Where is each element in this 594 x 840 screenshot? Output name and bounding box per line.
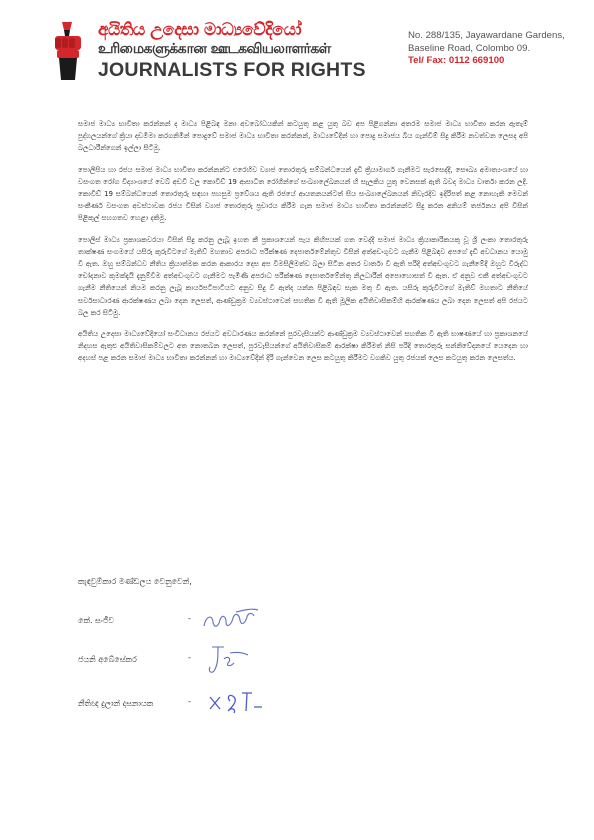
organization-name-block xyxy=(98,20,366,82)
signature-image xyxy=(196,637,296,677)
tel-fax: Tel/ Fax: 0112 669100 xyxy=(408,55,505,66)
signatory-row xyxy=(78,612,338,632)
signature-image xyxy=(196,598,296,638)
signatory-name: නීතිඥ දුලාන් දසනායක xyxy=(78,699,154,708)
signatory-dash: - xyxy=(188,614,191,623)
signatory-row xyxy=(78,695,338,715)
org-name-sinhala: අයිතිය උදෙසා මාධ්‍යවේදියෝ xyxy=(98,20,302,40)
paragraph: සමාජ මාධ්‍ය භාවිතා කරන්නන් ද මාධ්‍ය පිළිබඳ මනා අවබෝධයකින් කටයුතු කළ යුතු බව අප පිළිගන්නා අතරම සමාජ මාධ්‍ය භාවිතා කරන ඇතැම් පුද්ගලයන්ගේ ක්‍රියා දඩමීමා කරගනිමින් පොදුවේ සමාජ මාධ්‍ය භාවිතා කරන්නන්, මාධ්‍යවේදීන් හා පොදු සමාජය බිය ගැන්වීම් සිදු කිරීම නවත්වන ලෙසද අපි බලධාරීන්ගෙන් ඉල්ලා සිටිමු. xyxy=(78,119,528,153)
paragraph: පොලිසිය හා රජය සමාජ මාධ්‍ය භාවිතා කරන්නන්ට එරෙහිව ව්‍යාජ තොරතුරු සම්බන්ධයෙන් දැඩි ක්‍රියාමාර්ග ගැනීමට සැරසෙද්දී, සෞඛ්‍ය අමාත්‍යංශයේ හා වසංගත රෝග විද්‍යාංශයේ වෙබ් අඩවි වල කොවිඩ් 19 ආසාධිත රෝගීන්ගේ සංඛ්‍යාලේඛනයන් හි සැලකිය යුතු වෙනසක් ඇති බවද මාධ්‍ය වාර්තා කරන ලදී. කොවිඩ් 19 සම්බන්ධයෙන් තොරතුරු සඳහා පහසුම ප්‍රවේශය ඇති රජයේ ආයතනයන්ටත් සිය සංඛ්‍යාලේඛනයන් නිවැරදිව ඉදිරිපත් කළ නොහැකි මෙවන් සංකීර්ණ වසංගත අවස්ථාවක රජය විසින් ව්‍යාජ තොරතුරු ප්‍රචාරය කිරීම ගැන සමාජ මාධ්‍ය භාවිතා කරන්නන්ට සිදු කරන අනියම් තර්ජනය අපි විසින් පිළිකුල් සහගතව හෙළා දකිමු. xyxy=(78,164,528,223)
paragraph: පොලිස් මාධ්‍ය ප්‍රකාශකවරයා විසින් සිදු කරනු ලැබූ ඉහත කී ප්‍රකාශයෙන් පැය කිහිපයක් ගත වෙද්දී සමාජ මාධ්‍ය ක්‍රියාකාරිකයකු වූ ශ්‍රී ලංකා තොරතුරු තාක්ෂණ සංගමයේ යසිරු කුරුවිටගේ මැතිව් මහතාව අපරාධ පරීක්ෂණ දෙපාර්තමේන්තුව විසින් අත්අඩංගුවට ගැනීම පිළිබඳව අපගේ දැඩි අවධානය යොමු වී ඇත. ඔහු සම්බන්ධව නීතිය ක්‍රියාත්මක කරන ආකාරය දෙස අප විමසිලිමත්ව බලා සිටින අතර වාර්තා වී ඇති පරිදි අත්අඩංගුවට ගැනීමේදී ඔහුට විරුද්ධ චෝදනාව කුමක්දැයි දැනුම්වීම අත්අඩංගුවට ගැනීමට පැමිණි අපරාධ පරීක්ෂණ දෙපාර්තමේන්තු නිලධාරීන් අපොහොසත් වී ඇත. ඒ අනුව එකී අත්අඩංගුවට ගැනීම නීතියෙන් නියම කරනු ලැබූ කාර්යපටිපාටියට අනුව සිදු වී ඇත්ද යන්න පිළිබඳව සැක මතු වී ඇත. යසිරු කුරුවිටගේ මැතිව් මහතාට නීතියේ සර්වසාධාරණ ආරක්ෂණය ලබා දෙන ලෙසත්, ආණ්ඩුක්‍රම ව්‍යවස්ථාවෙන් සහතික වී ඇති මූලික අයිතිවාසිකම්හි ආරක්ෂණය ලබා දෙන ලෙසත් අපි රජයට බල කර සිටිමු. xyxy=(78,234,528,317)
paragraph: අයිතිය උදෙසා මාධ්‍යවේදියෝ සංවිධානය රජයට අවධාරණය කරන්නේ පුරවැසියන්ට ආණ්ඩුක්‍රම ව්‍යවස්ථාවෙන් සහතික වී ඇති භාෂණයේ හා ප්‍රකාශනයේ නිදහස ඇතුළු අයිතිවාසිකම්වලට අත නොතබන ලෙසත්, පුරවැසියන්ගේ අයිතිවාසිකම් ආරක්ෂා කිරීමත් නිසි පරිදි තොරතුරු සන්නිවේදනයේ යෙදෙන හා අදහස් පළ කරන සමාජ මාධ්‍ය භාවිතා කරන්නන් හා මාධ්‍යවේදීන් දිරි ගැන්වෙන ලෙස කටයුතු කිරීමට වගකිව යුතු රජයක් ලෙස කටයුතු කරන ලෙසත්ය. xyxy=(78,329,528,363)
signatory-name: කේ. සංජීව xyxy=(78,616,114,625)
org-name-tamil: உரிமைகளுக்கான ஊடகவியலாளர்கள் xyxy=(98,41,331,57)
letter-body xyxy=(78,118,528,374)
signatory-name: ජයනි අබේසේකර xyxy=(78,655,137,664)
org-name-english: JOURNALISTS FOR RIGHTS xyxy=(98,59,366,81)
address-line-2: Baseline Road, Colombo 09. xyxy=(408,42,531,54)
signatory-row xyxy=(78,651,338,671)
signatory-dash: - xyxy=(188,697,191,706)
signatory-dash: - xyxy=(188,653,191,662)
signature-image xyxy=(196,681,296,721)
raised-fist-pen-icon xyxy=(50,20,90,80)
address-line-1: No. 288/135, Jayawardane Gardens, xyxy=(408,30,565,41)
closing-line: කැඳවුම්කාර මණ්ඩලය වෙනුවෙන්, xyxy=(78,577,192,586)
address-block xyxy=(408,30,588,68)
